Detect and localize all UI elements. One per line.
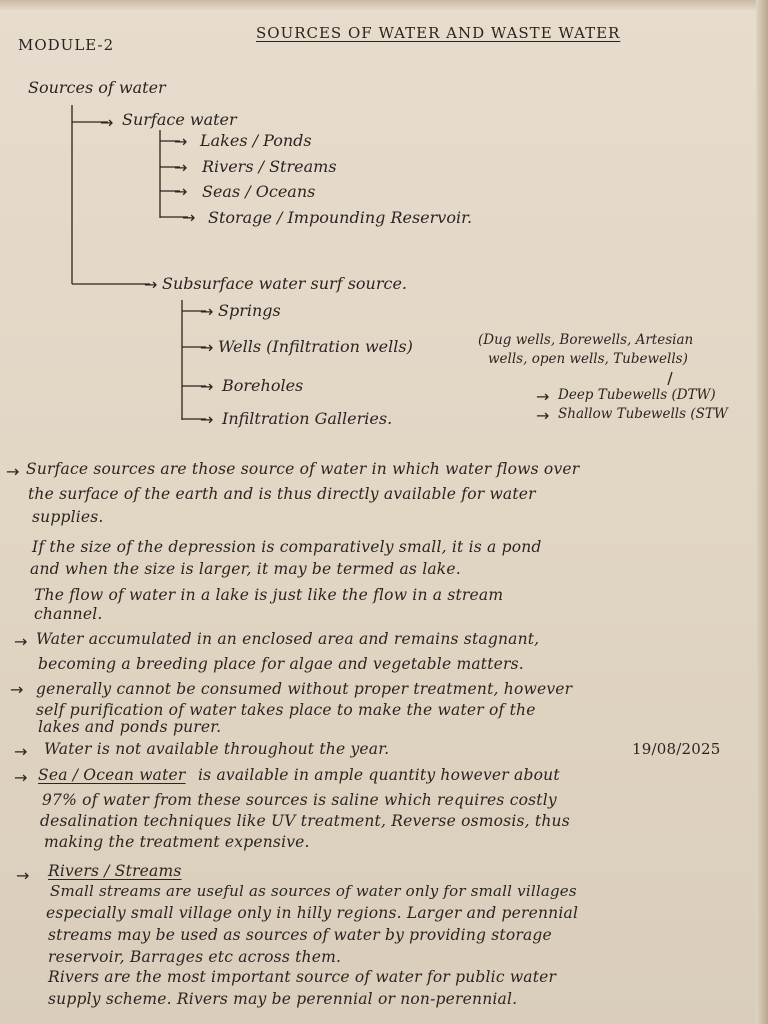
note-p8-line2: especially small village only in hilly regions. Larger and perennial — [46, 904, 579, 922]
note-p7-line3: desalination techniques like UV treatment, Reverse osmosis, thus — [40, 812, 570, 830]
note-p7-line4: making the treatment expensive. — [44, 833, 310, 851]
arrow-icon: → — [14, 768, 28, 787]
note-p8-line4: reservoir, Barrages etc across them. — [48, 948, 342, 966]
arrow-icon: → — [144, 275, 158, 294]
note-p8-line1: Small streams are useful as sources of water only for small villages — [50, 882, 577, 900]
note-p7-line2: 97% of water from these sources is saline which requires costly — [42, 791, 557, 809]
note-p8-line3: streams may be used as sources of water by providing storage — [48, 926, 552, 944]
arrow-icon: → — [200, 377, 214, 396]
subsurface-item-boreholes: Boreholes — [222, 376, 304, 395]
note-p2-line2: and when the size is larger, it may be termed as lake. — [30, 560, 461, 578]
tree-root-label: Sources of water — [28, 78, 166, 97]
note-p1-line3: supplies. — [32, 508, 104, 526]
surface-item-lakes: Lakes / Ponds — [200, 131, 312, 150]
note-date: 19/08/2025 — [632, 740, 721, 758]
page-title: SOURCES OF WATER AND WASTE WATER — [256, 24, 621, 42]
arrow-icon: → — [174, 182, 188, 201]
note-p8-line5: Rivers are the most important source of water for public water — [48, 968, 557, 986]
note-p8-line6: supply scheme. Rivers may be perennial or non-perennial. — [48, 990, 518, 1008]
arrow-icon: → — [200, 302, 214, 321]
arrow-icon: → — [6, 462, 20, 481]
note-p1-line1: Surface sources are those source of water in which water flows over — [26, 460, 580, 478]
wells-note-line1: (Dug wells, Borewells, Artesian — [478, 332, 694, 348]
arrow-icon: → — [174, 158, 188, 177]
deep-tubewells-label: Deep Tubewells (DTW) — [558, 387, 716, 403]
note-p4-line1: Water accumulated in an enclosed area and remains stagnant, — [36, 630, 540, 648]
arrow-icon: → — [14, 742, 28, 761]
shallow-tubewells-label: Shallow Tubewells (STW — [558, 406, 728, 422]
note-p7-line1: is available in ample quantity however about — [198, 766, 560, 784]
note-p5-line3: lakes and ponds purer. — [38, 718, 222, 736]
arrow-icon: → — [174, 132, 188, 151]
arrow-icon: → — [10, 680, 24, 699]
arrow-icon: → — [182, 208, 196, 227]
subsurface-item-wells: Wells (Infiltration wells) — [218, 337, 413, 356]
arrow-icon: → — [200, 410, 214, 429]
module-label: MODULE-2 — [18, 36, 115, 54]
note-p8-heading: Rivers / Streams — [48, 862, 182, 880]
surface-item-seas: Seas / Oceans — [202, 182, 316, 201]
arrow-icon: → — [536, 387, 550, 406]
note-p1-line2: the surface of the earth and is thus directly available for water — [28, 485, 536, 503]
subsurface-item-springs: Springs — [218, 301, 281, 320]
arrow-icon: → — [100, 113, 114, 132]
note-p7-heading: Sea / Ocean water — [38, 766, 186, 784]
arrow-icon: → — [200, 338, 214, 357]
wells-note-line2: wells, open wells, Tubewells) — [488, 351, 688, 367]
surface-item-rivers: Rivers / Streams — [202, 157, 337, 176]
note-p3-line2: channel. — [34, 605, 103, 623]
arrow-icon: → — [536, 406, 550, 425]
surface-water-label: Surface water — [122, 110, 237, 129]
surface-item-storage: Storage / Impounding Reservoir. — [208, 208, 473, 227]
arrow-icon: → — [14, 632, 28, 651]
note-p6-line1: Water is not available throughout the year. — [44, 740, 390, 758]
arrow-icon: → — [16, 866, 30, 885]
note-p3-line1: The flow of water in a lake is just like the flow in a stream — [34, 586, 504, 604]
note-p2-line1: If the size of the depression is comparatively small, it is a pond — [32, 538, 542, 556]
subsurface-item-galleries: Infiltration Galleries. — [222, 409, 393, 428]
note-p4-line2: becoming a breeding place for algae and vegetable matters. — [38, 655, 524, 673]
subsurface-label: Subsurface water surf source. — [162, 274, 407, 293]
note-p5-line2: self purification of water takes place to make the water of the — [36, 701, 536, 719]
note-p5-line1: generally cannot be consumed without proper treatment, however — [36, 680, 573, 698]
